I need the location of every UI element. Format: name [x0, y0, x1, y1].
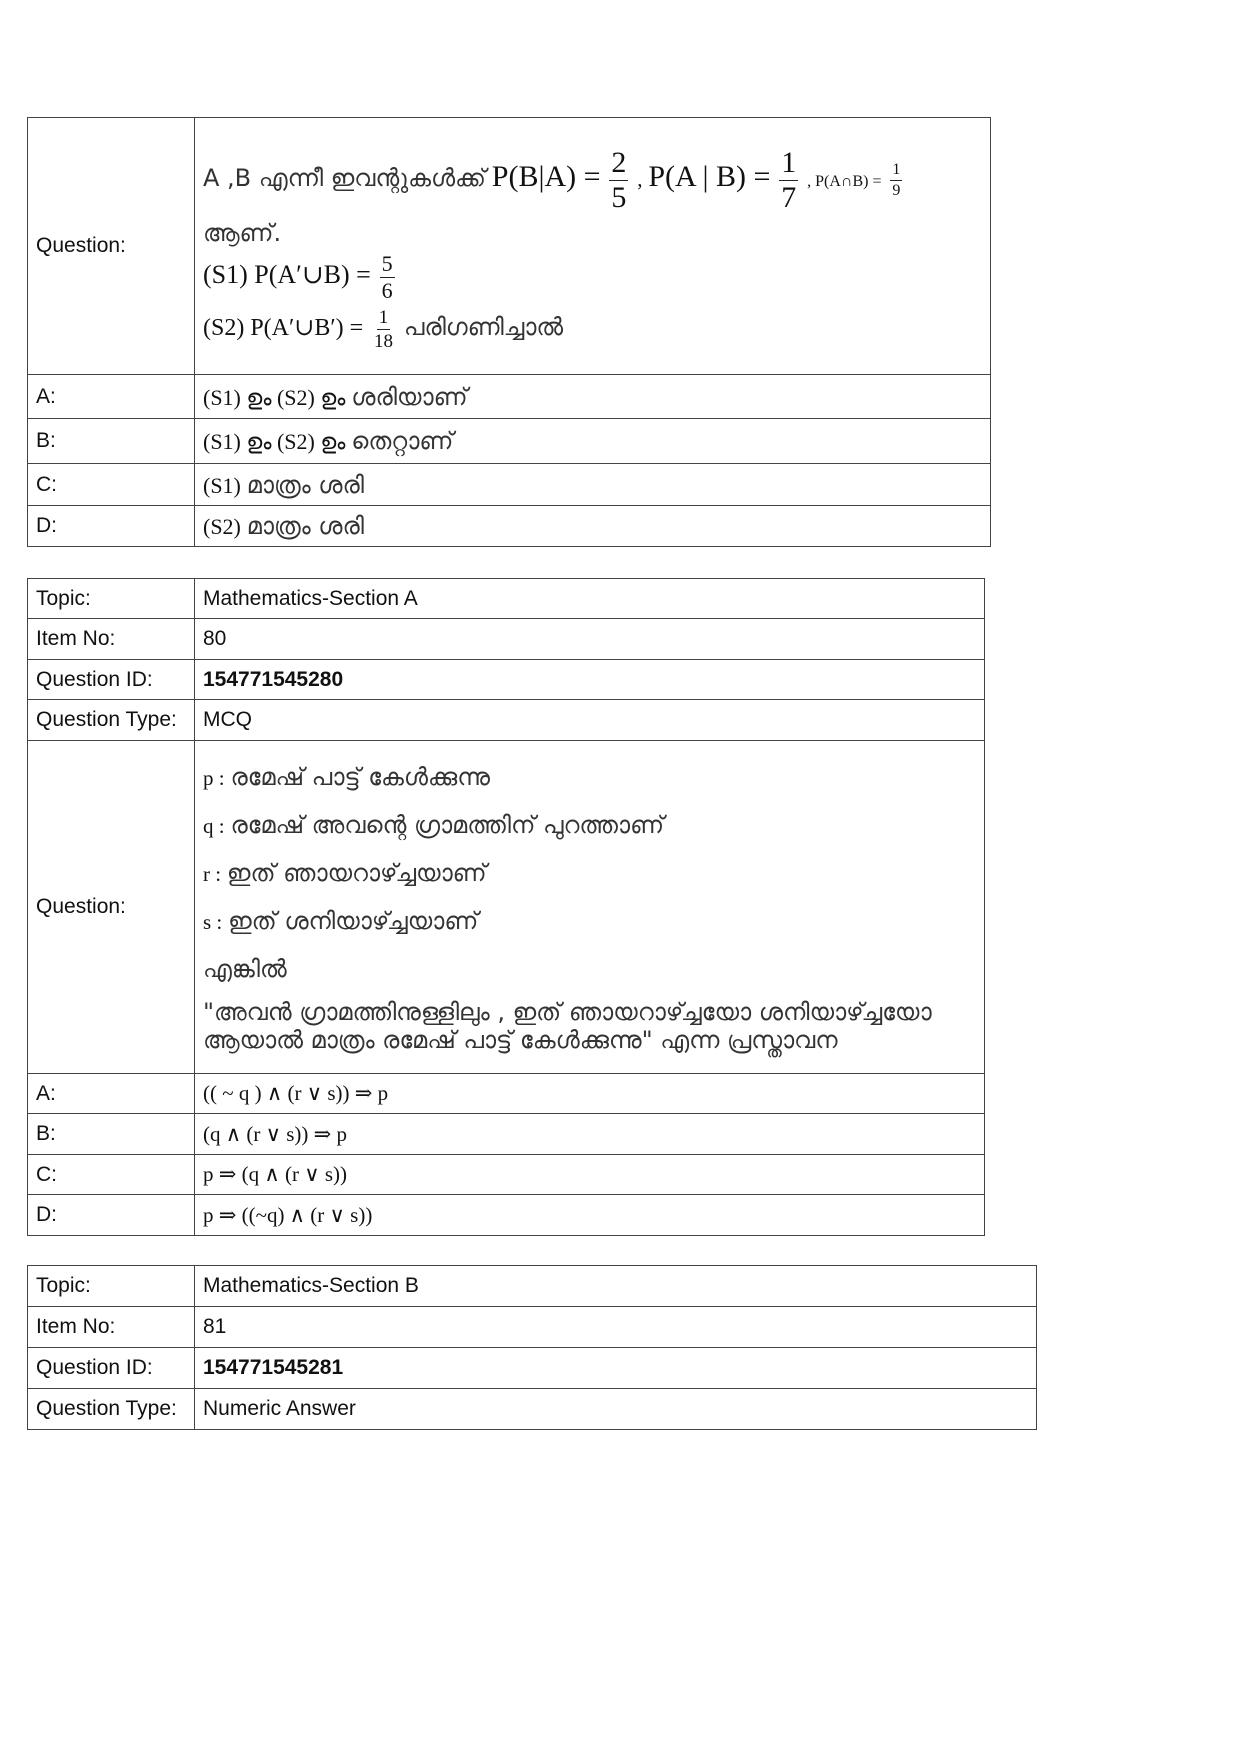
topic-row: [28, 579, 985, 619]
event-intro: A ,B എന്നീ ഇവന്റുകൾക്ക്: [203, 163, 486, 192]
question-type-label: Question Type:: [28, 1389, 195, 1430]
option-prefix: (S1): [203, 472, 241, 498]
p-a-and-b-expr: , P(A∩B) =: [807, 172, 882, 190]
question-table-79: [27, 117, 991, 547]
option-row-a[interactable]: [28, 1074, 985, 1114]
fraction-denominator: 5: [611, 180, 627, 214]
option-label: C:: [28, 1155, 195, 1195]
option-text: p ⇒ (q ∧ (r ∨ s)): [195, 1155, 985, 1195]
fraction-denominator: 6: [381, 277, 393, 303]
option-row-a[interactable]: [28, 375, 991, 419]
statement-s2: [203, 308, 982, 351]
option-text: [195, 506, 991, 547]
option-suffix: മാത്രം ശരി: [246, 470, 364, 499]
compound-statement: "അവൻ ഗ്രാമത്തിനുള്ളിലും , ഇത് ഞായറാഴ്ച്ചയോ ശനിയാഴ്ച്ചയോ ആയാൽ മാത്രം രമേഷ് പാട്ട് കേൾക്കുന്നു" എന്ന പ്രസ്താവന: [203, 998, 932, 1054]
question-id-label: Question ID:: [28, 1348, 195, 1389]
question-table-80: [27, 578, 985, 1236]
item-label: Item No:: [28, 619, 195, 660]
fraction-denominator: 9: [892, 181, 901, 199]
question-id-value: 154771545281: [195, 1348, 1037, 1389]
option-text: [195, 375, 991, 419]
item-row: [28, 619, 985, 660]
option-suffix: തെറ്റാണ്: [351, 427, 454, 455]
s2-expr: (S2) P(A′∪B′) =: [203, 314, 364, 341]
question-line-1: [203, 145, 982, 214]
p-b-given-a-expr: P(B|A) =: [491, 159, 601, 193]
option-prefix: (S2): [203, 514, 241, 539]
option-label: D:: [28, 506, 195, 547]
proposition-r: [203, 859, 976, 887]
topic-value: Mathematics-Section B: [195, 1266, 1037, 1307]
statement-s1: [203, 250, 982, 303]
question-body: [195, 741, 985, 1074]
question-id-row: [28, 660, 985, 700]
question-id-value: 154771545280: [195, 660, 985, 700]
question-id-row: [28, 1348, 1037, 1389]
option-text: p ⇒ ((~q) ∧ (r ∨ s)): [195, 1195, 985, 1236]
p-a-given-b-expr: P(A | B) =: [648, 159, 771, 193]
question-table-81: [27, 1265, 1037, 1430]
option-row-b[interactable]: [28, 1114, 985, 1155]
fraction-numerator: 1: [890, 162, 902, 181]
question-label: Question:: [28, 118, 195, 375]
item-value: 80: [195, 619, 985, 660]
option-label: B:: [28, 1114, 195, 1155]
question-type-row: [28, 1389, 1037, 1430]
question-type-row: [28, 700, 985, 741]
option-label: A:: [28, 1074, 195, 1114]
proposition-text: രമേഷ് പാട്ട് കേൾക്കുന്നു: [230, 763, 490, 792]
question-label: Question:: [28, 741, 195, 1074]
option-suffix: ശരിയാണ്: [351, 382, 468, 411]
question-type-value: MCQ: [195, 700, 985, 741]
option-text: (q ∧ (r ∨ s)) ⇒ p: [195, 1114, 985, 1155]
fraction-numerator: 5: [381, 250, 393, 276]
item-value: 81: [195, 1307, 1037, 1348]
p-a-and-b-fraction: [890, 162, 902, 199]
s2-suffix: പരിഗണിച്ചാൽ: [403, 312, 564, 341]
option-text: [195, 419, 991, 464]
option-row-d[interactable]: [28, 506, 991, 547]
option-label: A:: [28, 375, 195, 419]
proposition-text: രമേഷ് അവന്റെ ഗ്രാമത്തിന് പുറത്താണ്: [230, 811, 665, 840]
s1-fraction: [380, 250, 395, 303]
p-b-given-a-fraction: [609, 145, 628, 214]
proposition-s: [203, 907, 976, 935]
option-row-c[interactable]: [28, 1155, 985, 1195]
topic-label: Topic:: [28, 579, 195, 619]
question-row: [28, 741, 985, 1074]
p-a-given-b-fraction: [779, 145, 798, 214]
question-id-label: Question ID:: [28, 660, 195, 700]
option-text: [195, 464, 991, 506]
topic-label: Topic:: [28, 1266, 195, 1307]
option-label: B:: [28, 419, 195, 464]
proposition-p: [203, 763, 976, 791]
option-label: C:: [28, 464, 195, 506]
proposition-var: r :: [203, 862, 222, 887]
proposition-text: ഇത് ഞായറാഴ്ച്ചയാണ്: [226, 859, 487, 888]
question-type-value: Numeric Answer: [195, 1389, 1037, 1430]
s1-expr: (S1) P(A′∪B) =: [203, 259, 371, 289]
question-line-2: ആണ്.: [203, 218, 282, 247]
proposition-var: p :: [203, 766, 225, 791]
topic-row: [28, 1266, 1037, 1307]
proposition-q: [203, 811, 976, 839]
fraction-numerator: 1: [781, 145, 797, 179]
option-row-b[interactable]: [28, 419, 991, 464]
option-row-c[interactable]: [28, 464, 991, 506]
proposition-var: q :: [203, 814, 225, 839]
option-suffix: മാത്രം ശരി: [246, 512, 364, 540]
proposition-text: ഇത് ശനിയാഴ്ച്ചയാണ്: [228, 907, 479, 936]
option-prefix: (S1) ഉം (S2) ഉം: [203, 429, 346, 454]
option-prefix: (S1) ഉം (S2) ഉം: [203, 384, 346, 410]
topic-value: Mathematics-Section A: [195, 579, 985, 619]
if-text: എങ്കിൽ: [203, 955, 287, 984]
item-row: [28, 1307, 1037, 1348]
fraction-denominator: 18: [374, 330, 393, 352]
fraction-numerator: 1: [378, 306, 389, 328]
separator: ,: [637, 166, 643, 191]
fraction-denominator: 7: [781, 180, 797, 214]
question-type-label: Question Type:: [28, 700, 195, 741]
option-text: (( ~ q ) ∧ (r ∨ s)) ⇒ p: [195, 1074, 985, 1114]
fraction-numerator: 2: [611, 145, 627, 179]
question-row: [28, 118, 991, 375]
question-body: [195, 118, 991, 375]
item-label: Item No:: [28, 1307, 195, 1348]
option-row-d[interactable]: [28, 1195, 985, 1236]
proposition-var: s :: [203, 910, 223, 935]
s2-fraction: [372, 308, 395, 351]
option-label: D:: [28, 1195, 195, 1236]
